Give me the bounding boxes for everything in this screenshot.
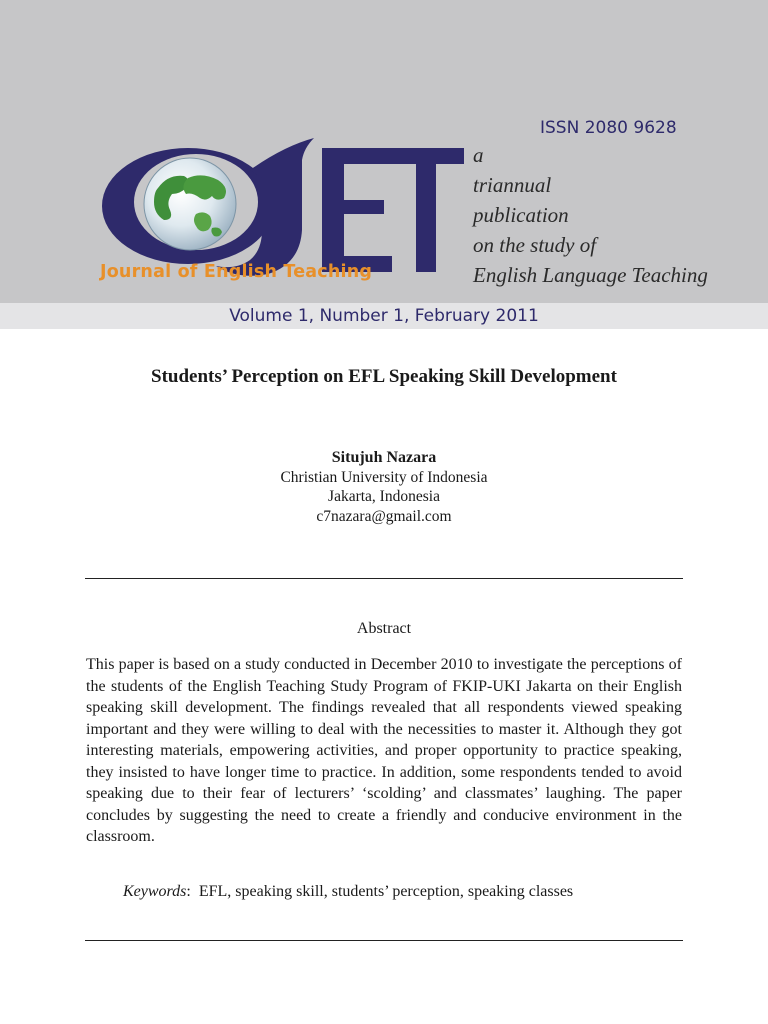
abstract-heading: Abstract: [356, 620, 412, 637]
author-email: c7nazara@gmail.com: [316, 508, 452, 525]
keywords-label: Keywords: [123, 883, 187, 900]
globe-icon: [144, 158, 236, 250]
tagline-line: English Language Teaching: [473, 263, 708, 287]
volume-line: Volume 1, Number 1, February 2011: [229, 306, 539, 326]
author-location: Jakarta, Indonesia: [328, 488, 440, 505]
issn-label: ISSN 2080 9628: [540, 118, 677, 138]
logo-letter-e: [322, 148, 392, 272]
paper-title: Students’ Perception on EFL Speaking Skill Development: [151, 366, 617, 387]
abstract-text: This paper is based on a study conducted in December 2010 to investigate the perceptions of the students of the English Teaching Study Program of FKIP-UKI Jakarta on their English speaking skill development. The findings revealed that all respondents viewed speaking important and they were willing to deal with the necessities to master it. Although they got interesting materials, empowering activities, and proper opportunity to practice speaking, they insisted to have longer time to practice. In addition, some respondents tended to avoid speaking due to their fear of lecturers’ ‘scolding’ and classmates’ laughing. The paper concludes by suggesting the need to create a friendly and conducive environment in the classroom.: [86, 656, 682, 845]
keywords-line: [123, 883, 573, 901]
journal-name: Journal of English Teaching: [100, 262, 373, 282]
top-divider: [85, 578, 683, 579]
tagline-line: on the study of: [473, 233, 597, 257]
bottom-divider: [85, 940, 683, 941]
tagline-line: a: [473, 143, 484, 167]
author-affiliation: Christian University of Indonesia: [280, 469, 488, 486]
tagline-line: publication: [473, 203, 569, 227]
logo-letter-t: [390, 148, 464, 272]
keywords-colon: :: [186, 883, 199, 900]
tagline-line: triannual: [473, 173, 552, 197]
keywords-list: EFL, speaking skill, students’ perception, speaking classes: [198, 883, 574, 900]
author-name: Situjuh Nazara: [331, 449, 437, 466]
journal-tagline: [473, 140, 708, 290]
